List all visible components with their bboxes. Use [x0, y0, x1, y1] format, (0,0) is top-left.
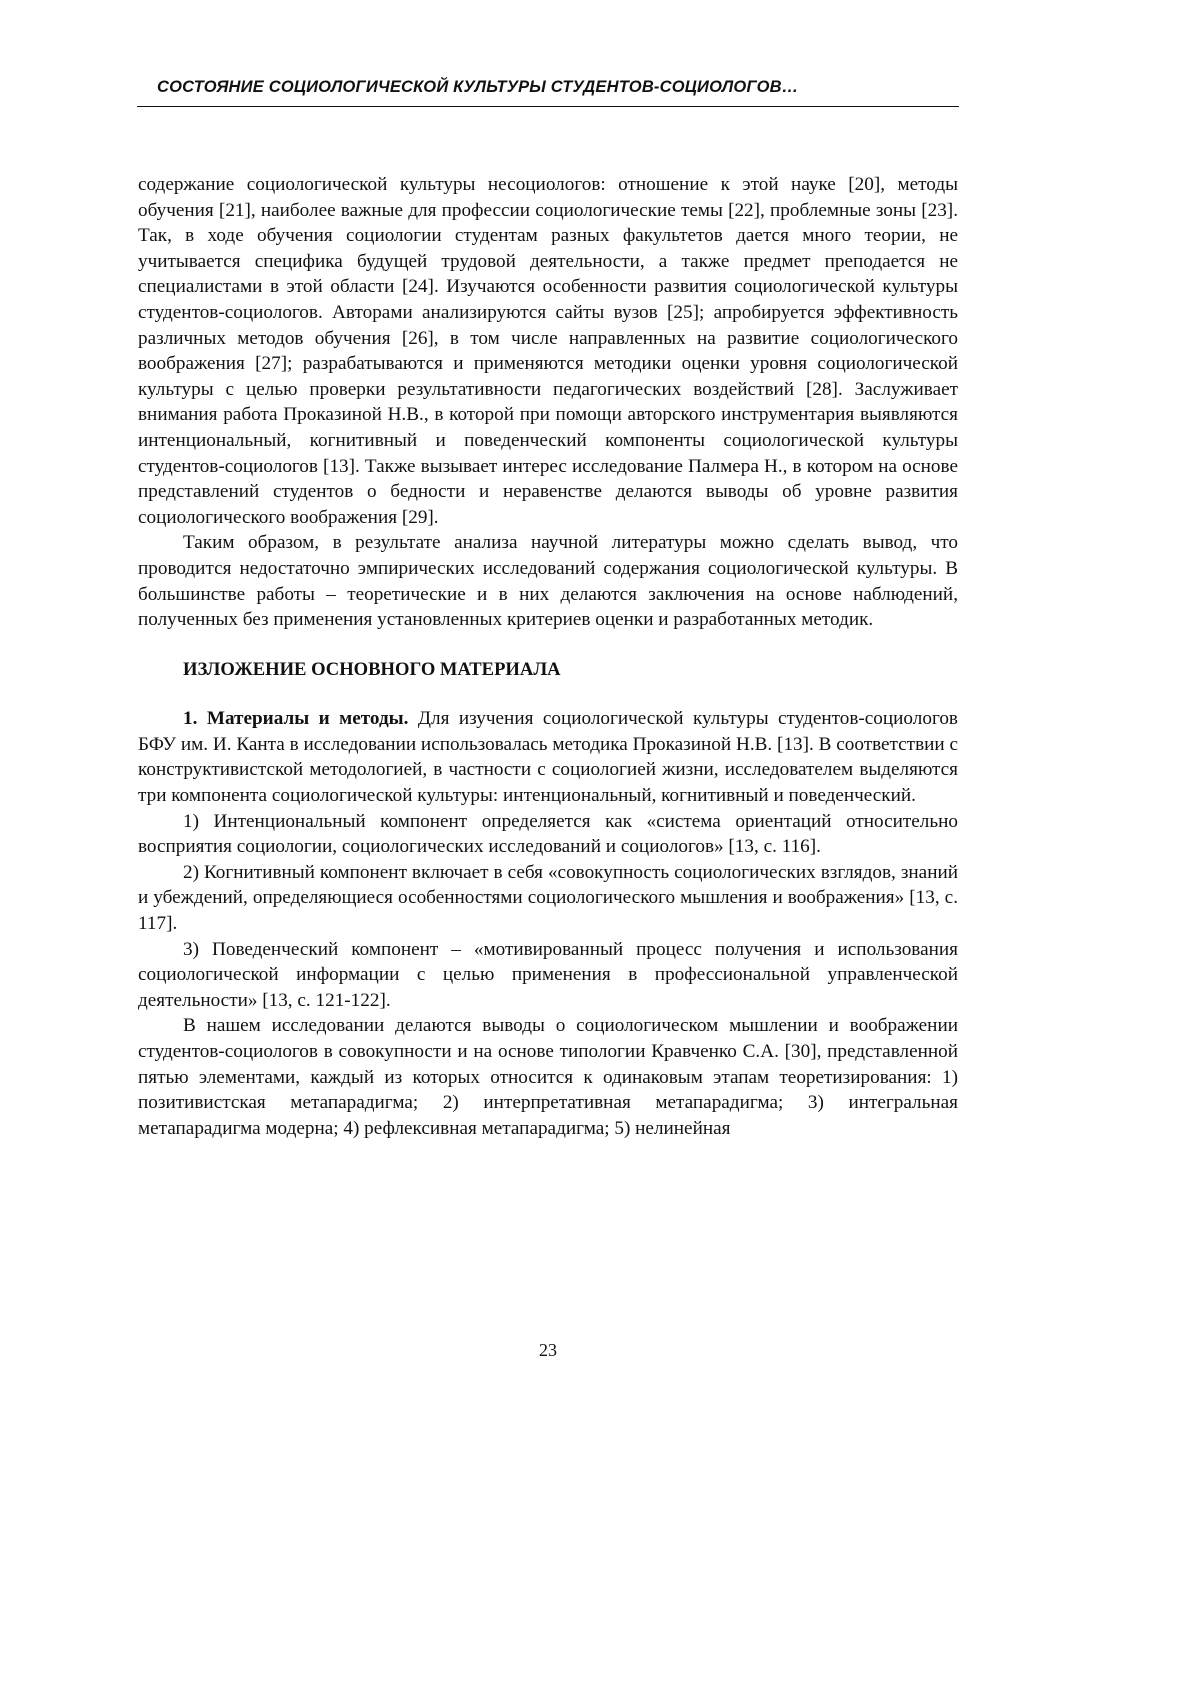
- section-heading: ИЗЛОЖЕНИЕ ОСНОВНОГО МАТЕРИАЛА: [138, 657, 958, 683]
- header-rule: [137, 106, 959, 107]
- subsection-title: 1. Материалы и методы.: [183, 708, 408, 729]
- body-text: [138, 172, 958, 1141]
- subsection-text: Для изучения социологической культуры студентов-социологов БФУ им. И. Канта в исследовании использовалась методика Проказиной Н.В. [13]. В соответствии с конструктивистской методологией, в частности с социологией жизни, исследователем выделяются три компонента социологической культуры: интенциональный, когнитивный и поведенческий.: [138, 708, 958, 806]
- paragraph-behavioral-component: 3) Поведенческий компонент – «мотивированный процесс получения и использования социологической информации с целью применения в профессиональной управленческой деятельности» [13, с. 121-122].: [138, 937, 958, 1014]
- document-page: [0, 0, 1200, 1697]
- paragraph-cognitive-component: 2) Когнитивный компонент включает в себя «совокупность социологических взглядов, знаний и убеждений, определяющиеся особенностями социологического мышления и воображения» [13, с. 117].: [138, 860, 958, 937]
- paragraph-materials-methods: [138, 706, 958, 808]
- paragraph-intentional-component: 1) Интенциональный компонент определяется как «система ориентаций относительно восприятия социологии, социологических исследований и социологов» [13, с. 116].: [138, 809, 958, 860]
- paragraph-conclusion: Таким образом, в результате анализа научной литературы можно сделать вывод, что проводится недостаточно эмпирических исследований содержания социологической культуры. В большинстве работы – теоретические и в них делаются заключения на основе наблюдений, полученных без применения установленных критериев оценки и разработанных методик.: [138, 530, 958, 632]
- paragraph-literature-review: содержание социологической культуры несоциологов: отношение к этой науке [20], методы обучения [21], наиболее важные для профессии социологические темы [22], проблемные зоны [23]. Так, в ходе обучения социологии студентам разных факультетов дается много теории, не учитывается специфика будущей трудовой деятельности, а также предмет преподается не специалистами в этой области [24]. Изучаются особенности развития социологической культуры студентов-социологов. Авторами анализируются сайты вузов [25]; апробируется эффективность различных методов обучения [26], в том числе направленных на развитие социологического воображения [27]; разрабатываются и применяются методики оценки уровня социологической культуры с целью проверки результативности педагогических воздействий [28]. Заслуживает внимания работа Проказиной Н.В., в которой при помощи авторского инструментария выявляются интенциональный, когнитивный и поведенческий компоненты социологической культуры студентов-социологов [13]. Также вызывает интерес исследование Палмера Н., в котором на основе представлений студентов о бедности и неравенстве делаются выводы об уровне развития социологического воображения [29].: [138, 172, 958, 530]
- paragraph-typology: В нашем исследовании делаются выводы о социологическом мышлении и воображении студентов-социологов в совокупности и на основе типологии Кравченко С.А. [30], представленной пятью элементами, каждый из которых относится к одинаковым этапам теоретизирования: 1) позитивистская метапарадигма; 2) интерпретативная метапарадигма; 3) интегральная метапарадигма модерна; 4) рефлексивная метапарадигма; 5) нелинейная: [138, 1013, 958, 1141]
- running-header: СОСТОЯНИЕ СОЦИОЛОГИЧЕСКОЙ КУЛЬТУРЫ СТУДЕНТОВ-СОЦИОЛОГОВ…: [137, 78, 959, 97]
- page-number: 23: [0, 1340, 1096, 1360]
